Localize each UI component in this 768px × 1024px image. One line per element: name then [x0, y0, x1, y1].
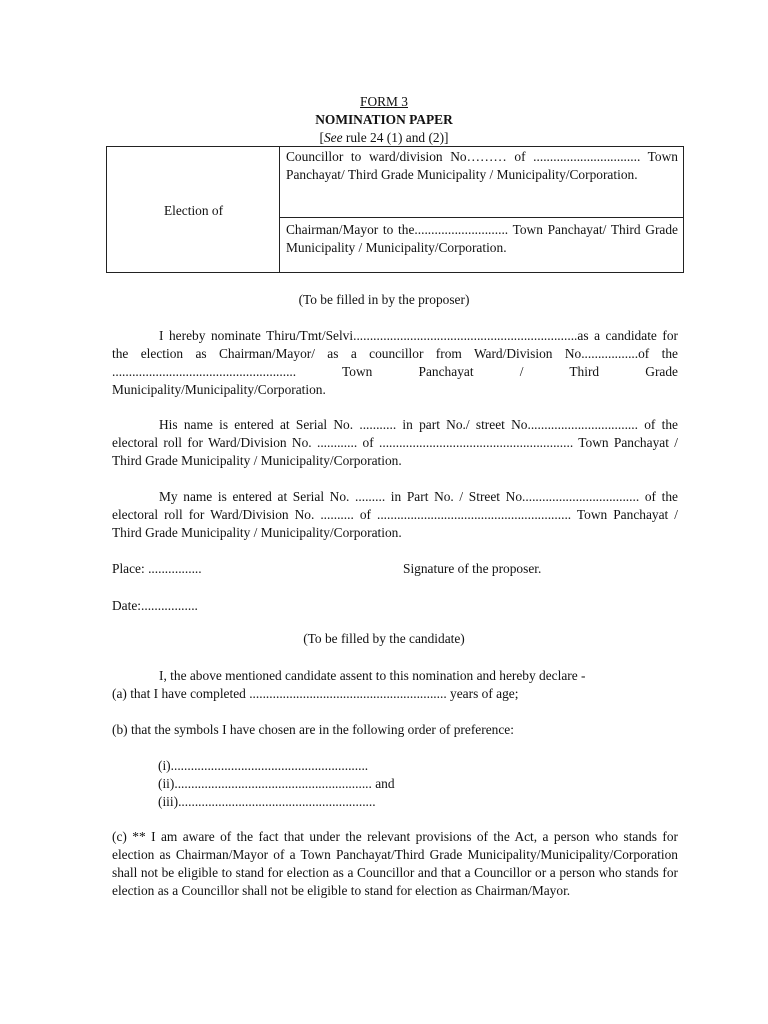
- age-declaration: (a) that I have completed ........................................................... years of age;: [112, 686, 519, 701]
- election-of-cell: [107, 147, 280, 272]
- proposer-signature: Signature of the proposer.: [403, 561, 542, 576]
- chairman-row: Chairman/Mayor to the............................ Town Panchayat/ Third Grade Municipality / Municipality/Corporation.: [286, 222, 678, 255]
- rule-reference: [0, 129, 768, 147]
- rule-rest: rule 24 (1) and (2)]: [342, 130, 449, 145]
- candidate-heading: (To be filled by the candidate): [303, 631, 465, 646]
- proposer-roll-paragraph: My name is entered at Serial No. ......... in Part No. / Street No................................... of the electoral roll for Ward/Division No. .......... of .......................................................... Town Panchayat / Third Grade Municipality / Municipality/Corporation.: [112, 489, 678, 540]
- date-field: Date:.................: [112, 598, 198, 613]
- symbol-preference-3: (iii)...........................................................: [158, 794, 376, 809]
- election-table: [106, 146, 684, 273]
- symbols-declaration: (b) that the symbols I have chosen are in the following order of preference:: [112, 722, 514, 737]
- councillor-row: Councillor to ward/division No……… of ................................ Town Panchayat/ Third Grade Municipality / Municipality/Corporation.: [280, 147, 683, 218]
- proposer-heading: (To be filled in by the proposer): [298, 292, 470, 307]
- nomination-paragraph: I hereby nominate Thiru/Tmt/Selvi...................................................................as a candidate for the election as Chairman/Mayor/ as a councillor from Ward/Division No.................of the ....................................................... Town Panchayat / Third Grade Municipality/Municipality/Corporation.: [112, 328, 678, 397]
- assent-statement: I, the above mentioned candidate assent to this nomination and hereby declare -: [159, 668, 586, 683]
- form-title: NOMINATION PAPER: [315, 112, 453, 127]
- election-of-label: Election of: [163, 203, 224, 218]
- rule-see: See: [323, 130, 343, 145]
- form-number: FORM 3: [360, 94, 408, 109]
- place-field: Place: ................: [112, 561, 202, 576]
- symbol-preference-2: (ii)........................................................... and: [158, 776, 395, 791]
- symbol-preference-1: (i)...........................................................: [158, 758, 369, 773]
- eligibility-declaration: (c) ** I am aware of the fact that under the relevant provisions of the Act, a person who stands for election as Chairman/Mayor of a Town Panchayat/Third Grade Municipality/Municipality/Corporation shall not be eligible to stand for election as a Councillor and that a Councillor or a person who stands for election as a Councillor shall not be eligible to stand for election as Chairman/Mayor.: [112, 829, 678, 898]
- candidate-roll-paragraph: His name is entered at Serial No. ........... in part No./ street No................................. of the electoral roll for Ward/Division No. ............ of .......................................................... Town Panchayat / Third Grade Municipality / Municipality/Corporation.: [112, 417, 678, 468]
- rule-open: [: [319, 130, 324, 145]
